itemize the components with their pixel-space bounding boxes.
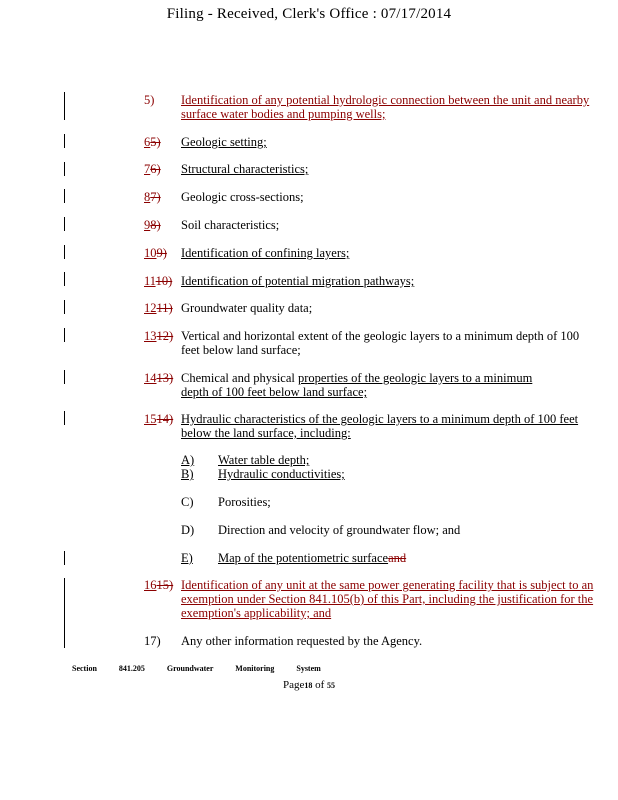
item-number: 1211)	[144, 301, 173, 315]
item-text: Any other information requested by the Agency.	[181, 634, 423, 648]
change-bar	[64, 245, 65, 259]
item-text: Identification of potential migration pathways;	[181, 274, 415, 288]
item-number: 17)	[144, 634, 161, 648]
item-number: 98)	[144, 218, 161, 232]
item-text: Geologic cross-sections;	[181, 190, 304, 204]
item-text: Vertical and horizontal extent of the geologic layers to a minimum depth of 100 feet below land surface;	[181, 329, 580, 357]
item-text: Geologic setting;	[181, 135, 267, 149]
item-number: 76)	[144, 162, 161, 176]
item-text: Soil characteristics;	[181, 218, 280, 232]
change-bar	[64, 328, 65, 342]
item-number: 1413)	[144, 371, 174, 385]
change-bar	[64, 370, 65, 384]
item-number: 1514)	[144, 412, 174, 426]
page-number: Page18 of 55	[282, 679, 336, 691]
filing-header: Filing - Received, Clerk's Office : 07/17/2014	[166, 6, 452, 22]
change-bar	[64, 578, 65, 648]
item-number: 5)	[144, 93, 155, 107]
change-bar	[64, 162, 65, 176]
item-text: Groundwater quality data;	[181, 301, 313, 315]
change-bar	[64, 551, 65, 565]
item-text: Chemical and physical properties of the geologic layers to a minimum depth of 100 feet below land surface;	[181, 371, 533, 399]
change-bar	[64, 92, 65, 120]
item-text: Identification of any potential hydrologic connection between the unit and nearby surface water bodies and pumping wells;	[181, 93, 590, 121]
item-text: Structural characteristics;	[181, 162, 309, 176]
item-number: 1615)	[144, 578, 174, 592]
item-number: 1110)	[144, 274, 173, 288]
change-bar	[64, 217, 65, 231]
item-number: 87)	[144, 190, 161, 204]
item-number: 65)	[144, 135, 161, 149]
item-text: Identification of any unit at the same power generating facility that is subject to an exemption under Section 841.105(b) of this Part, including the justification for the exemption's applicability; and	[181, 578, 594, 620]
item-text: Identification of confining layers;	[181, 246, 350, 260]
item-number: 1312)	[144, 329, 174, 343]
change-bar	[64, 411, 65, 425]
change-bar	[64, 272, 65, 286]
footer-section-title: Section 841.205 Groundwater Monitoring System	[72, 664, 321, 673]
change-bar	[64, 134, 65, 148]
change-bar	[64, 300, 65, 314]
item-number: 109)	[144, 246, 167, 260]
change-bar	[64, 189, 65, 203]
item-text: Hydraulic characteristics of the geologic layers to a minimum depth of 100 feet below the land surface, including:	[181, 412, 579, 440]
